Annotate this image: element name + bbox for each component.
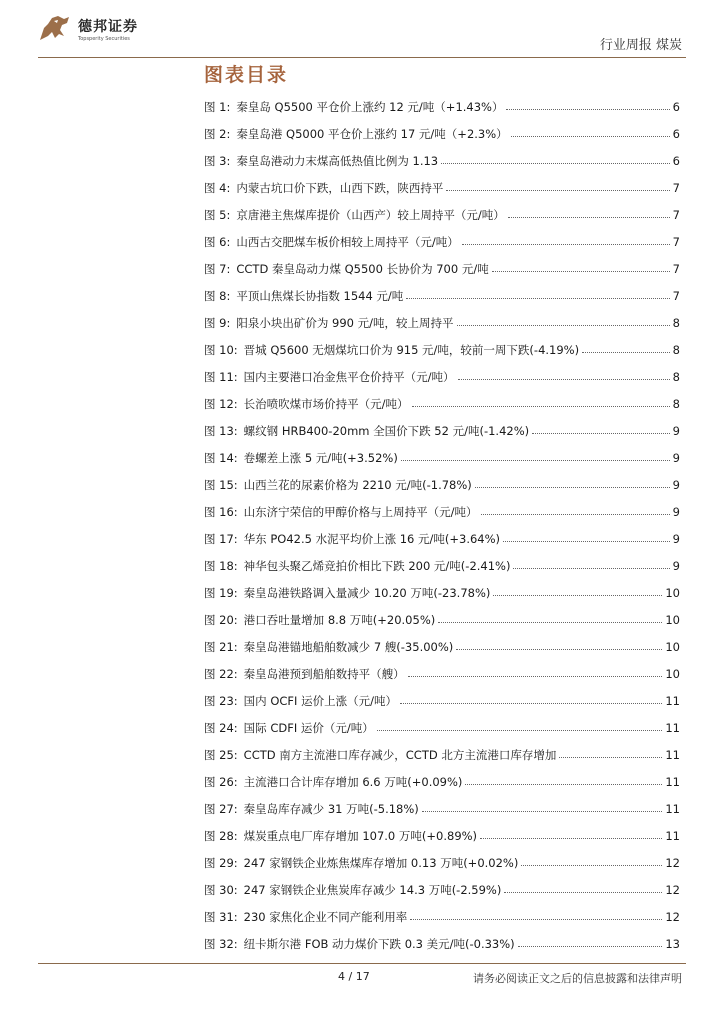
toc-entry[interactable]	[204, 309, 680, 336]
toc-entry-page: 13	[665, 936, 680, 951]
toc-entry-label: 图 25:	[204, 747, 238, 762]
toc-entry[interactable]	[204, 768, 680, 795]
toc-entry-text: 内蒙古坑口价下跌，山西下跌，陕西持平	[236, 180, 444, 195]
toc-entry-leader	[422, 811, 663, 812]
toc-entry-leader	[511, 136, 670, 137]
toc-entry-text: CCTD 南方主流港口库存减少，CCTD 北方主流港口库存增加	[243, 747, 557, 762]
toc-entry-leader	[457, 325, 670, 326]
toc-entry-text: 秦皇岛港动力末煤高低热值比例为 1.13	[236, 153, 439, 168]
toc-entry-label: 图 8:	[204, 288, 231, 303]
toc-entry-leader	[503, 541, 670, 542]
toc-entry-text: 神华包头聚乙烯竞拍价相比下跌 200 元/吨(-2.41%)	[243, 558, 511, 573]
toc-entry-page: 8	[672, 396, 680, 411]
toc-entry-label: 图 11:	[204, 369, 238, 384]
toc-entry-leader	[438, 622, 662, 623]
toc-entry-label: 图 12:	[204, 396, 238, 411]
company-logo	[38, 12, 148, 48]
toc-entry-page: 10	[665, 612, 680, 627]
toc-entry-page: 12	[665, 855, 680, 870]
toc-entry-label: 图 27:	[204, 801, 238, 816]
toc-entry[interactable]	[204, 822, 680, 849]
toc-entry-leader	[412, 406, 670, 407]
toc-entry-text: 247 家钢铁企业炼焦煤库存增加 0.13 万吨(+0.02%)	[243, 855, 519, 870]
toc-entry-page: 10	[665, 639, 680, 654]
toc-entry-page: 10	[665, 585, 680, 600]
toc-entry-label: 图 30:	[204, 882, 238, 897]
toc-entry-text: 山西兰花的尿素价格为 2210 元/吨(-1.78%)	[243, 477, 472, 492]
toc-entry-leader	[481, 514, 670, 515]
toc-entry-label: 图 31:	[204, 909, 238, 924]
toc-entry-text: 秦皇岛港 Q5000 平仓价上涨约 17 元/吨（+2.3%）	[236, 126, 508, 141]
toc-entry[interactable]	[204, 552, 680, 579]
toc-entry-text: 长治喷吹煤市场价持平（元/吨）	[243, 396, 409, 411]
toc-entry[interactable]	[204, 687, 680, 714]
toc-entry[interactable]	[204, 363, 680, 390]
toc-entry-label: 图 26:	[204, 774, 238, 789]
toc-entry-text: 国内主要港口冶金焦平仓价持平（元/吨）	[243, 369, 455, 384]
toc-entry-leader	[400, 703, 662, 704]
toc-entry-label: 图 13:	[204, 423, 238, 438]
toc-entry[interactable]	[204, 795, 680, 822]
toc-entry-label: 图 19:	[204, 585, 238, 600]
toc-entry-page: 6	[672, 99, 680, 114]
toc-entry[interactable]	[204, 660, 680, 687]
toc-entry[interactable]	[204, 606, 680, 633]
toc-entry-leader	[410, 919, 662, 920]
toc-entry-page: 12	[665, 882, 680, 897]
toc-entry[interactable]	[204, 525, 680, 552]
toc-title: 图表目录	[204, 64, 289, 86]
toc-entry-text: 秦皇岛港预到船舶数持平（艘）	[243, 666, 405, 681]
toc-entry-label: 图 7:	[204, 261, 231, 276]
toc-entry-label: 图 3:	[204, 153, 231, 168]
toc-entry-label: 图 23:	[204, 693, 238, 708]
toc-entry-leader	[492, 271, 670, 272]
toc-entry-leader	[582, 352, 670, 353]
toc-entry[interactable]	[204, 282, 680, 309]
toc-entry-page: 9	[672, 504, 680, 519]
toc-entry-label: 图 1:	[204, 99, 231, 114]
toc-entry-leader	[493, 595, 662, 596]
toc-entry[interactable]	[204, 255, 680, 282]
report-category: 行业周报 煤炭	[599, 38, 682, 53]
toc-entry-text: 秦皇岛港锚地船舶数减少 7 艘(-35.00%)	[243, 639, 454, 654]
toc-entry-page: 8	[672, 315, 680, 330]
toc-entry[interactable]	[204, 930, 680, 957]
toc-entry[interactable]	[204, 741, 680, 768]
toc-list	[204, 93, 680, 957]
toc-entry-page: 7	[672, 261, 680, 276]
toc-entry-page: 11	[665, 747, 680, 762]
toc-entry-leader	[521, 865, 662, 866]
toc-entry[interactable]	[204, 849, 680, 876]
page-number: 4 / 17	[338, 970, 370, 983]
toc-entry-page: 9	[672, 477, 680, 492]
toc-entry-text: 平顶山焦煤长协指数 1544 元/吨	[236, 288, 404, 303]
toc-entry-label: 图 15:	[204, 477, 238, 492]
toc-entry-label: 图 22:	[204, 666, 238, 681]
toc-entry-page: 8	[672, 369, 680, 384]
toc-entry[interactable]	[204, 201, 680, 228]
toc-entry-label: 图 21:	[204, 639, 238, 654]
toc-entry[interactable]	[204, 633, 680, 660]
toc-entry-leader	[480, 838, 662, 839]
toc-entry-text: 247 家钢铁企业焦炭库存减少 14.3 万吨(-2.59%)	[243, 882, 502, 897]
toc-entry-page: 7	[672, 234, 680, 249]
toc-entry-label: 图 32:	[204, 936, 238, 951]
toc-entry-leader	[456, 649, 662, 650]
toc-entry-leader	[508, 217, 670, 218]
toc-entry-label: 图 28:	[204, 828, 238, 843]
toc-entry-page: 9	[672, 558, 680, 573]
toc-entry-label: 图 4:	[204, 180, 231, 195]
toc-entry-leader	[377, 730, 663, 731]
toc-entry-text: 华东 PO42.5 水泥平均价上涨 16 元/吨(+3.64%)	[243, 531, 501, 546]
toc-entry-page: 7	[672, 180, 680, 195]
toc-entry-text: 螺纹钢 HRB400-20mm 全国价下跌 52 元/吨(-1.42%)	[243, 423, 530, 438]
toc-entry[interactable]	[204, 120, 680, 147]
toc-entry-page: 6	[672, 126, 680, 141]
toc-entry-text: 国际 CDFI 运价（元/吨）	[243, 720, 374, 735]
toc-entry-leader	[532, 433, 670, 434]
toc-entry-label: 图 24:	[204, 720, 238, 735]
toc-entry-page: 7	[672, 207, 680, 222]
toc-entry[interactable]	[204, 471, 680, 498]
toc-entry[interactable]	[204, 444, 680, 471]
toc-entry-text: 山西古交肥煤车板价相较上周持平（元/吨）	[236, 234, 459, 249]
toc-entry-page: 7	[672, 288, 680, 303]
toc-entry-label: 图 18:	[204, 558, 238, 573]
toc-entry-page: 6	[672, 153, 680, 168]
toc-entry[interactable]	[204, 147, 680, 174]
toc-entry[interactable]	[204, 903, 680, 930]
toc-entry[interactable]	[204, 93, 680, 120]
logo-english-name: Topsperity Securities	[78, 36, 130, 42]
toc-entry-page: 11	[665, 774, 680, 789]
toc-entry-page: 11	[665, 801, 680, 816]
toc-entry-text: 国内 OCFI 运价上涨（元/吨）	[243, 693, 397, 708]
toc-entry-leader	[506, 109, 669, 110]
toc-entry-text: 港口吞吐量增加 8.8 万吨(+20.05%)	[243, 612, 436, 627]
toc-entry-leader	[475, 487, 670, 488]
toc-entry-label: 图 29:	[204, 855, 238, 870]
toc-entry-page: 11	[665, 720, 680, 735]
toc-entry-leader	[458, 379, 670, 380]
toc-entry-label: 图 9:	[204, 315, 231, 330]
toc-entry-text: 纽卡斯尔港 FOB 动力煤价下跌 0.3 美元/吨(-0.33%)	[243, 936, 515, 951]
toc-entry[interactable]	[204, 228, 680, 255]
toc-entry-label: 图 5:	[204, 207, 231, 222]
toc-entry-label: 图 2:	[204, 126, 231, 141]
toc-entry[interactable]	[204, 336, 680, 363]
toc-entry-leader	[559, 757, 662, 758]
toc-entry-text: 主流港口合计库存增加 6.6 万吨(+0.09%)	[243, 774, 463, 789]
toc-entry[interactable]	[204, 174, 680, 201]
toc-entry-text: 煤炭重点电厂库存增加 107.0 万吨(+0.89%)	[243, 828, 478, 843]
toc-entry-page: 9	[672, 450, 680, 465]
toc-entry-text: 阳泉小块出矿价为 990 元/吨，较上周持平	[236, 315, 454, 330]
toc-entry-text: 京唐港主焦煤库提价（山西产）较上周持平（元/吨）	[236, 207, 505, 222]
toc-entry-page: 9	[672, 531, 680, 546]
toc-entry[interactable]	[204, 498, 680, 525]
toc-entry-page: 11	[665, 693, 680, 708]
toc-entry-leader	[465, 784, 662, 785]
logo-chinese-name: 德邦证券	[78, 19, 138, 35]
toc-entry[interactable]	[204, 714, 680, 741]
toc-entry-leader	[513, 568, 669, 569]
toc-entry-leader	[441, 163, 670, 164]
toc-entry-text: CCTD 秦皇岛动力煤 Q5500 长协价为 700 元/吨	[236, 261, 489, 276]
toc-entry-label: 图 17:	[204, 531, 238, 546]
toc-entry[interactable]	[204, 876, 680, 903]
toc-entry-leader	[462, 244, 670, 245]
toc-entry-page: 10	[665, 666, 680, 681]
toc-entry-page: 11	[665, 828, 680, 843]
toc-entry-page: 12	[665, 909, 680, 924]
toc-entry-label: 图 10:	[204, 342, 238, 357]
footer-divider	[38, 963, 686, 964]
toc-entry-text: 秦皇岛 Q5500 平仓价上涨约 12 元/吨（+1.43%）	[236, 99, 504, 114]
toc-entry[interactable]	[204, 579, 680, 606]
toc-entry-text: 卷螺差上涨 5 元/吨(+3.52%)	[243, 450, 398, 465]
toc-entry-leader	[401, 460, 670, 461]
toc-entry-text: 秦皇岛库存减少 31 万吨(-5.18%)	[243, 801, 419, 816]
toc-entry[interactable]	[204, 417, 680, 444]
toc-entry-page: 8	[672, 342, 680, 357]
page-header	[0, 0, 724, 60]
toc-entry-label: 图 16:	[204, 504, 238, 519]
horse-logo-icon	[38, 14, 72, 44]
toc-entry-page: 9	[672, 423, 680, 438]
toc-entry-label: 图 6:	[204, 234, 231, 249]
toc-entry-text: 晋城 Q5600 无烟煤坑口价为 915 元/吨，较前一周下跌(-4.19%)	[243, 342, 580, 357]
toc-entry-label: 图 20:	[204, 612, 238, 627]
header-divider	[38, 57, 686, 58]
toc-entry[interactable]	[204, 390, 680, 417]
toc-entry-text: 230 家焦化企业不同产能利用率	[243, 909, 408, 924]
disclaimer-text: 请务必阅读正文之后的信息披露和法律声明	[473, 972, 682, 985]
toc-entry-leader	[518, 946, 663, 947]
toc-entry-leader	[408, 676, 663, 677]
toc-entry-text: 山东济宁荣信的甲醇价格与上周持平（元/吨）	[243, 504, 478, 519]
toc-entry-text: 秦皇岛港铁路调入量减少 10.20 万吨(-23.78%)	[243, 585, 491, 600]
toc-entry-label: 图 14:	[204, 450, 238, 465]
toc-entry-leader	[504, 892, 662, 893]
toc-entry-leader	[406, 298, 669, 299]
toc-entry-leader	[446, 190, 669, 191]
